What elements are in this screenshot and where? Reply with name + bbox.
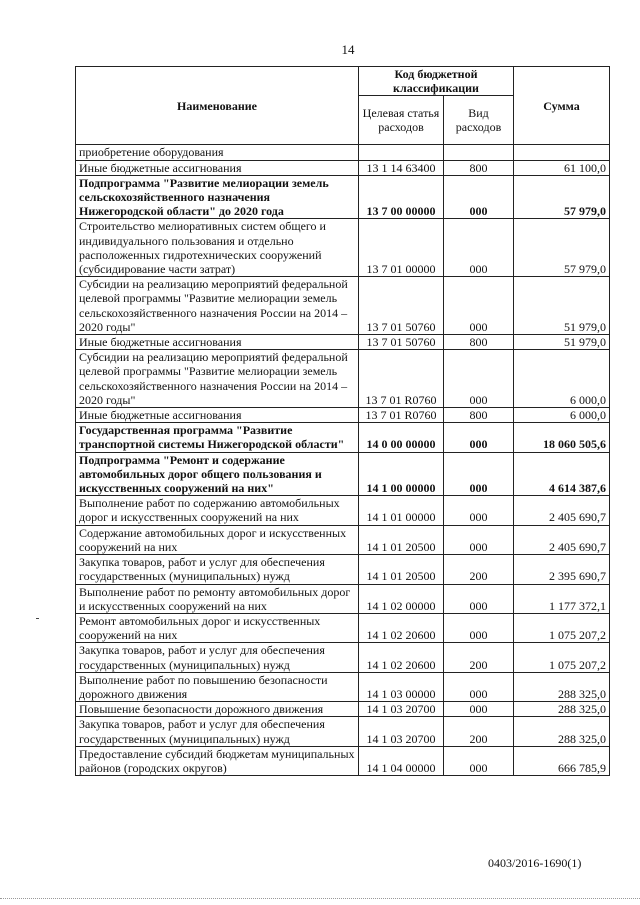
row-sum-cell: 288 325,0 [514, 702, 610, 717]
row-target-cell: 13 7 01 00000 [359, 219, 444, 277]
row-name-cell: Выполнение работ по содержанию автомобильных дорог и искусственных сооружений на них [76, 496, 359, 525]
table-row [76, 175, 610, 219]
table-row [76, 145, 610, 160]
row-sum-cell: 1 075 207,2 [514, 643, 610, 672]
row-name-cell: Субсидии на реализацию мероприятий федеральной целевой программы "Развитие мелиорации земель сельскохозяйственного назначения России на 2014 – 2020 годы" [76, 350, 359, 408]
row-name-cell: Выполнение работ по ремонту автомобильных дорог и искусственных сооружений на них [76, 584, 359, 613]
table-row [76, 717, 610, 746]
page-number: 14 [341, 42, 355, 57]
table-row [76, 350, 610, 408]
table-row [76, 525, 610, 554]
row-sum-cell: 288 325,0 [514, 672, 610, 701]
row-type-cell: 000 [444, 496, 514, 525]
row-type-cell: 800 [444, 408, 514, 423]
row-sum-cell: 666 785,9 [514, 746, 610, 775]
row-sum-cell: 1 075 207,2 [514, 613, 610, 642]
row-name-cell: Ремонт автомобильных дорог и искусственных сооружений на них [76, 613, 359, 642]
row-target-cell: 14 1 00 00000 [359, 452, 444, 496]
row-type-cell: 000 [444, 452, 514, 496]
table-body [76, 145, 610, 776]
row-name-cell: Закупка товаров, работ и услуг для обеспечения государственных (муниципальных) нужд [76, 555, 359, 584]
row-name-cell: Повышение безопасности дорожного движения [76, 702, 359, 717]
row-sum-cell: 57 979,0 [514, 175, 610, 219]
row-sum-cell [514, 145, 610, 160]
row-type-cell: 000 [444, 175, 514, 219]
row-type-cell [444, 145, 514, 160]
row-target-cell: 14 1 01 20500 [359, 525, 444, 554]
table-row [76, 452, 610, 496]
row-type-cell: 000 [444, 584, 514, 613]
table-row [76, 496, 610, 525]
row-name-cell: Предоставление субсидий бюджетам муниципальных районов (городских округов) [76, 746, 359, 775]
row-type-cell: 000 [444, 219, 514, 277]
row-target-cell: 13 7 01 50760 [359, 277, 444, 335]
scan-edge-line [0, 898, 640, 900]
row-name-cell: Содержание автомобильных дорог и искусственных сооружений на них [76, 525, 359, 554]
table-row [76, 613, 610, 642]
row-type-cell: 000 [444, 672, 514, 701]
row-sum-cell: 6 000,0 [514, 408, 610, 423]
row-target-cell: 13 7 01 R0760 [359, 350, 444, 408]
table-row [76, 219, 610, 277]
row-name-cell: Иные бюджетные ассигнования [76, 335, 359, 350]
row-target-cell: 14 1 01 00000 [359, 496, 444, 525]
row-sum-cell: 288 325,0 [514, 717, 610, 746]
row-name-cell: Закупка товаров, работ и услуг для обеспечения государственных (муниципальных) нужд [76, 717, 359, 746]
row-name-cell: приобретение оборудования [76, 145, 359, 160]
table-row [76, 277, 610, 335]
row-type-cell: 000 [444, 525, 514, 554]
row-target-cell: 14 1 02 20600 [359, 613, 444, 642]
row-target-cell: 14 0 00 00000 [359, 423, 444, 452]
row-sum-cell: 2 405 690,7 [514, 525, 610, 554]
row-target-cell: 13 7 01 50760 [359, 335, 444, 350]
table-row [76, 555, 610, 584]
row-sum-cell: 57 979,0 [514, 219, 610, 277]
table-row [76, 672, 610, 701]
table-row [76, 160, 610, 175]
row-sum-cell: 18 060 505,6 [514, 423, 610, 452]
row-name-cell: Подпрограмма "Ремонт и содержание автомобильных дорог общего пользования и искусственных сооружений на них" [76, 452, 359, 496]
row-target-cell: 13 7 01 R0760 [359, 408, 444, 423]
row-sum-cell: 61 100,0 [514, 160, 610, 175]
row-sum-cell: 51 979,0 [514, 277, 610, 335]
row-target-cell: 14 1 03 20700 [359, 702, 444, 717]
header-sum: Сумма [514, 67, 610, 145]
table-row [76, 746, 610, 775]
header-target: Целевая статья расходов [359, 96, 444, 145]
table-row [76, 423, 610, 452]
row-target-cell: 13 7 00 00000 [359, 175, 444, 219]
table-row [76, 643, 610, 672]
table-row [76, 335, 610, 350]
row-type-cell: 800 [444, 160, 514, 175]
row-name-cell: Иные бюджетные ассигнования [76, 408, 359, 423]
header-code-group: Код бюджетной классификации [359, 67, 514, 96]
row-type-cell: 200 [444, 555, 514, 584]
header-name: Наименование [76, 67, 359, 145]
row-name-cell: Иные бюджетные ассигнования [76, 160, 359, 175]
row-target-cell: 14 1 01 20500 [359, 555, 444, 584]
row-sum-cell: 2 395 690,7 [514, 555, 610, 584]
table-row [76, 702, 610, 717]
row-name-cell: Выполнение работ по повышению безопасности дорожного движения [76, 672, 359, 701]
row-name-cell: Государственная программа "Развитие транспортной системы Нижегородской области" [76, 423, 359, 452]
row-sum-cell: 2 405 690,7 [514, 496, 610, 525]
header-type: Вид расходов [444, 96, 514, 145]
row-name-cell: Подпрограмма "Развитие мелиорации земель сельскохозяйственного назначения Нижегородской области" до 2020 года [76, 175, 359, 219]
row-type-cell: 000 [444, 277, 514, 335]
row-type-cell: 000 [444, 423, 514, 452]
row-type-cell: 000 [444, 350, 514, 408]
row-type-cell: 800 [444, 335, 514, 350]
row-name-cell: Субсидии на реализацию мероприятий федеральной целевой программы "Развитие мелиорации земель сельскохозяйственного назначения России на 2014 – 2020 годы" [76, 277, 359, 335]
row-target-cell: 14 1 04 00000 [359, 746, 444, 775]
row-target-cell: 13 1 14 63400 [359, 160, 444, 175]
row-target-cell: 14 1 02 00000 [359, 584, 444, 613]
row-sum-cell: 4 614 387,6 [514, 452, 610, 496]
budget-table [75, 66, 610, 776]
row-sum-cell: 6 000,0 [514, 350, 610, 408]
row-sum-cell: 51 979,0 [514, 335, 610, 350]
row-type-cell: 200 [444, 643, 514, 672]
row-name-cell: Строительство мелиоративных систем общего и индивидуального пользования и отдельно расположенных гидротехнических сооружений (субсидирование части затрат) [76, 219, 359, 277]
footer-code: 0403/2016-1690(1) [488, 856, 582, 870]
table-row [76, 584, 610, 613]
row-type-cell: 000 [444, 746, 514, 775]
row-target-cell: 14 1 03 00000 [359, 672, 444, 701]
row-name-cell: Закупка товаров, работ и услуг для обеспечения государственных (муниципальных) нужд [76, 643, 359, 672]
row-target-cell [359, 145, 444, 160]
row-target-cell: 14 1 03 20700 [359, 717, 444, 746]
row-target-cell: 14 1 02 20600 [359, 643, 444, 672]
margin-mark [36, 618, 39, 619]
row-type-cell: 000 [444, 702, 514, 717]
row-type-cell: 000 [444, 613, 514, 642]
table-row [76, 408, 610, 423]
row-sum-cell: 1 177 372,1 [514, 584, 610, 613]
row-type-cell: 200 [444, 717, 514, 746]
